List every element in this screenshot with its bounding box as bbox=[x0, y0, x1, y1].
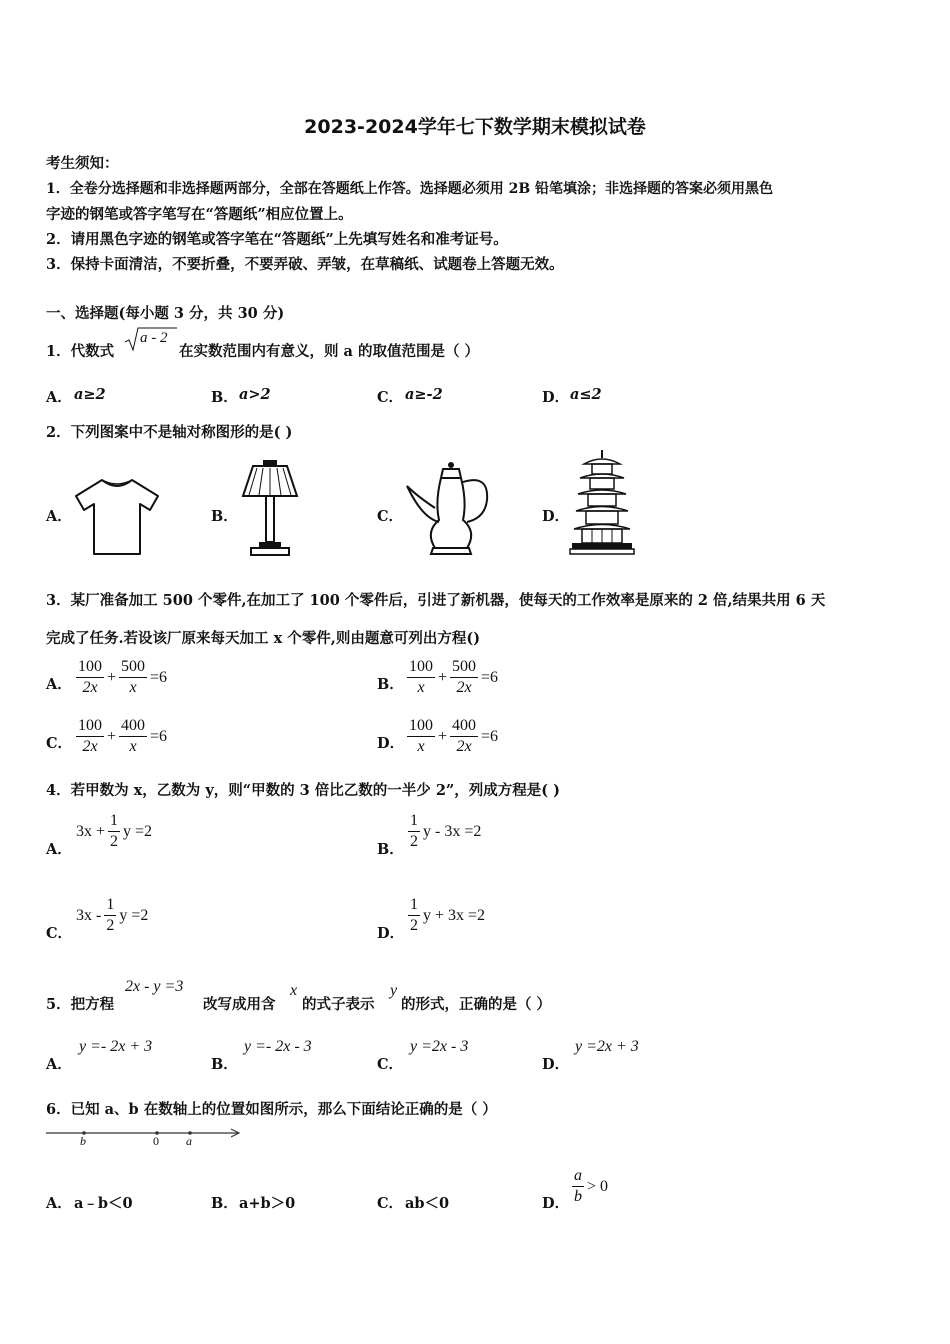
notice-item-1-line-2: 字迹的钢笔或答字笔写在“答题纸”相应位置上。 bbox=[46, 206, 353, 223]
q2-option-d-figure bbox=[570, 450, 634, 562]
q5-option-d-text: y =2x + 3 bbox=[575, 1038, 639, 1055]
q5-var-x: x bbox=[290, 982, 298, 999]
q1-option-a-label: A． bbox=[46, 389, 72, 406]
q6-stem: 6．已知 a、b 在数轴上的位置如图所示，那么下面结论正确的是（ ） bbox=[46, 1101, 497, 1118]
q6-option-a-label: A． bbox=[46, 1195, 72, 1212]
q3-a-rhs: =6 bbox=[150, 668, 168, 686]
q1-radicand: a - 2 bbox=[140, 330, 168, 346]
q3-option-d-label: D． bbox=[377, 735, 405, 752]
q4-option-d-label: D． bbox=[377, 925, 405, 942]
section-heading: 一、选择题(每小题 3 分，共 30 分) bbox=[46, 305, 285, 322]
lamp-icon bbox=[239, 458, 301, 558]
q3-option-a-equation bbox=[76, 657, 167, 698]
page-title: 2023-2024学年七下数学期末模拟试卷 bbox=[304, 116, 646, 138]
q4-option-c-equation bbox=[76, 895, 148, 936]
q5-mid-2: 的式子表示 bbox=[302, 996, 375, 1013]
pagoda-icon bbox=[570, 450, 634, 558]
q1-option-d-text: a≤2 bbox=[570, 386, 602, 403]
q6-option-c-text: ab＜0 bbox=[405, 1195, 450, 1212]
q3-c-num-1: 100 bbox=[76, 716, 104, 737]
q3-c-den-1: 2x bbox=[82, 738, 98, 755]
q3-b-op: + bbox=[438, 668, 448, 686]
q2-option-a-label: A． bbox=[46, 508, 72, 525]
q3-option-d-equation bbox=[407, 716, 498, 757]
q3-option-b-equation bbox=[407, 657, 498, 698]
q5-option-b-label: B． bbox=[211, 1056, 238, 1073]
q4-a-den: 2 bbox=[110, 833, 119, 850]
q2-option-c-label: C． bbox=[377, 508, 404, 525]
q5-var-y: y bbox=[390, 982, 398, 999]
q6-option-c-label: C． bbox=[377, 1195, 404, 1212]
q6-option-a-text: a﹣b＜0 bbox=[74, 1195, 133, 1212]
notice-item-3: 3．保持卡面清洁，不要折叠，不要弄破、弄皱，在草稿纸、试题卷上答题无效。 bbox=[46, 256, 564, 273]
q4-c-den: 2 bbox=[106, 917, 115, 934]
q5-equation: 2x - y =3 bbox=[125, 978, 184, 995]
q3-c-den-2: x bbox=[129, 738, 137, 755]
q3-d-op: + bbox=[438, 727, 448, 745]
q6-number-line bbox=[44, 1126, 244, 1152]
q3-option-a-label: A． bbox=[46, 676, 72, 693]
q4-b-post: y - 3x =2 bbox=[423, 822, 482, 840]
q4-option-b-equation bbox=[405, 811, 481, 852]
q3-b-den-2: 2x bbox=[456, 679, 472, 696]
q3-c-op: + bbox=[107, 727, 117, 745]
q3-option-c-equation bbox=[76, 716, 167, 757]
q6-option-b-label: B． bbox=[211, 1195, 238, 1212]
q6-label-b: b bbox=[80, 1134, 86, 1148]
q3-b-num-1: 100 bbox=[407, 657, 435, 678]
q2-option-d-label: D． bbox=[542, 508, 570, 525]
number-line-icon bbox=[44, 1126, 244, 1152]
q5-option-d-label: D． bbox=[542, 1056, 570, 1073]
q3-b-rhs: =6 bbox=[481, 668, 499, 686]
q3-d-num-2: 400 bbox=[450, 716, 478, 737]
q5-prefix: 5．把方程 bbox=[46, 996, 115, 1013]
q5-option-c-text: y =2x - 3 bbox=[410, 1038, 469, 1055]
q3-b-den-1: x bbox=[417, 679, 425, 696]
q1-option-c-text: a≥-2 bbox=[405, 386, 443, 403]
q4-c-num: 1 bbox=[104, 895, 116, 916]
q3-stem-line-2: 完成了任务.若设该厂原来每天加工 x 个零件,则由题意可列出方程() bbox=[46, 630, 481, 647]
q4-d-den: 2 bbox=[410, 917, 418, 934]
q3-option-c-label: C． bbox=[46, 735, 73, 752]
q4-stem: 4．若甲数为 x，乙数为 y，则“甲数的 3 倍比乙数的一半少 2”，列成方程是( ) bbox=[46, 782, 561, 799]
tshirt-icon bbox=[74, 476, 160, 558]
q4-d-num: 1 bbox=[408, 895, 420, 916]
q6-d-den: b bbox=[574, 1188, 582, 1205]
q6-d-num: a bbox=[572, 1166, 584, 1187]
q4-option-a-label: A． bbox=[46, 841, 72, 858]
q5-mid-1: 改写成用含 bbox=[203, 996, 276, 1013]
q2-option-a-figure bbox=[74, 476, 160, 562]
q2-stem: 2．下列图案中不是轴对称图形的是( ) bbox=[46, 424, 293, 441]
q4-option-d-equation bbox=[405, 895, 485, 936]
q1-option-a-text: a≥2 bbox=[74, 386, 106, 403]
notice-heading: 考生须知： bbox=[46, 155, 119, 172]
q1-option-b-label: B． bbox=[211, 389, 238, 406]
q2-option-c-figure bbox=[405, 460, 491, 560]
q5-option-a-label: A． bbox=[46, 1056, 72, 1073]
notice-item-2: 2．请用黑色字迹的钢笔或答字笔在“答题纸”上先填写姓名和准考证号。 bbox=[46, 231, 508, 248]
q3-a-op: + bbox=[107, 668, 117, 686]
q1-option-d-label: D． bbox=[542, 389, 570, 406]
q5-option-b-text: y =- 2x - 3 bbox=[244, 1038, 312, 1055]
q5-option-a-text: y =- 2x + 3 bbox=[79, 1038, 153, 1055]
q4-a-num: 1 bbox=[108, 811, 120, 832]
q3-c-num-2: 400 bbox=[119, 716, 147, 737]
q6-option-b-text: a+b＞0 bbox=[239, 1195, 296, 1212]
q3-option-b-label: B． bbox=[377, 676, 404, 693]
q4-a-post: y =2 bbox=[123, 822, 153, 840]
q3-a-num-2: 500 bbox=[119, 657, 147, 678]
q4-c-post: y =2 bbox=[119, 906, 149, 924]
teapot-icon bbox=[405, 460, 491, 556]
q6-label-zero: 0 bbox=[153, 1134, 159, 1148]
q4-b-den: 2 bbox=[410, 833, 418, 850]
q2-option-b-label: B． bbox=[211, 508, 238, 525]
q5-suffix: 的形式，正确的是（ ） bbox=[401, 996, 552, 1013]
q5-option-c-label: C． bbox=[377, 1056, 404, 1073]
q3-b-num-2: 500 bbox=[450, 657, 478, 678]
q4-option-a-equation bbox=[76, 811, 152, 852]
q4-option-c-label: C． bbox=[46, 925, 73, 942]
q1-radical bbox=[123, 326, 179, 356]
q1-option-b-text: a>2 bbox=[239, 386, 271, 403]
q1-suffix: 在实数范围内有意义，则 a 的取值范围是（ ） bbox=[179, 343, 480, 360]
q6-d-rhs: > 0 bbox=[587, 1177, 609, 1195]
q4-option-b-label: B． bbox=[377, 841, 404, 858]
notice-item-1-line-1: 1．全卷分选择题和非选择题两部分，全部在答题纸上作答。选择题必须用 2B 铅笔填涂；非选择题的答案必须用黑色 bbox=[46, 181, 774, 197]
q6-label-a: a bbox=[186, 1134, 192, 1148]
q3-a-num-1: 100 bbox=[76, 657, 104, 678]
q3-d-den-1: x bbox=[417, 738, 425, 755]
q4-c-pre: 3x - bbox=[76, 906, 102, 924]
q3-d-den-2: 2x bbox=[456, 738, 472, 755]
q1-prefix: 1．代数式 bbox=[46, 343, 115, 360]
q4-a-pre: 3x + bbox=[76, 822, 106, 840]
q1-option-c-label: C． bbox=[377, 389, 404, 406]
q3-d-num-1: 100 bbox=[407, 716, 435, 737]
q3-d-rhs: =6 bbox=[481, 727, 499, 745]
q3-c-rhs: =6 bbox=[150, 727, 168, 745]
q4-b-num: 1 bbox=[408, 811, 420, 832]
q6-option-d-label: D． bbox=[542, 1195, 570, 1212]
q4-d-post: y + 3x =2 bbox=[423, 906, 486, 924]
q2-option-b-figure bbox=[239, 458, 301, 562]
q3-a-den-1: 2x bbox=[82, 679, 98, 696]
q3-a-den-2: x bbox=[129, 679, 137, 696]
q3-stem-line-1: 3．某厂准备加工 500 个零件,在加工了 100 个零件后，引进了新机器，使每天的工作效率是原来的 2 倍,结果共用 6 天 bbox=[46, 592, 826, 609]
q6-option-d-expression bbox=[572, 1166, 608, 1207]
